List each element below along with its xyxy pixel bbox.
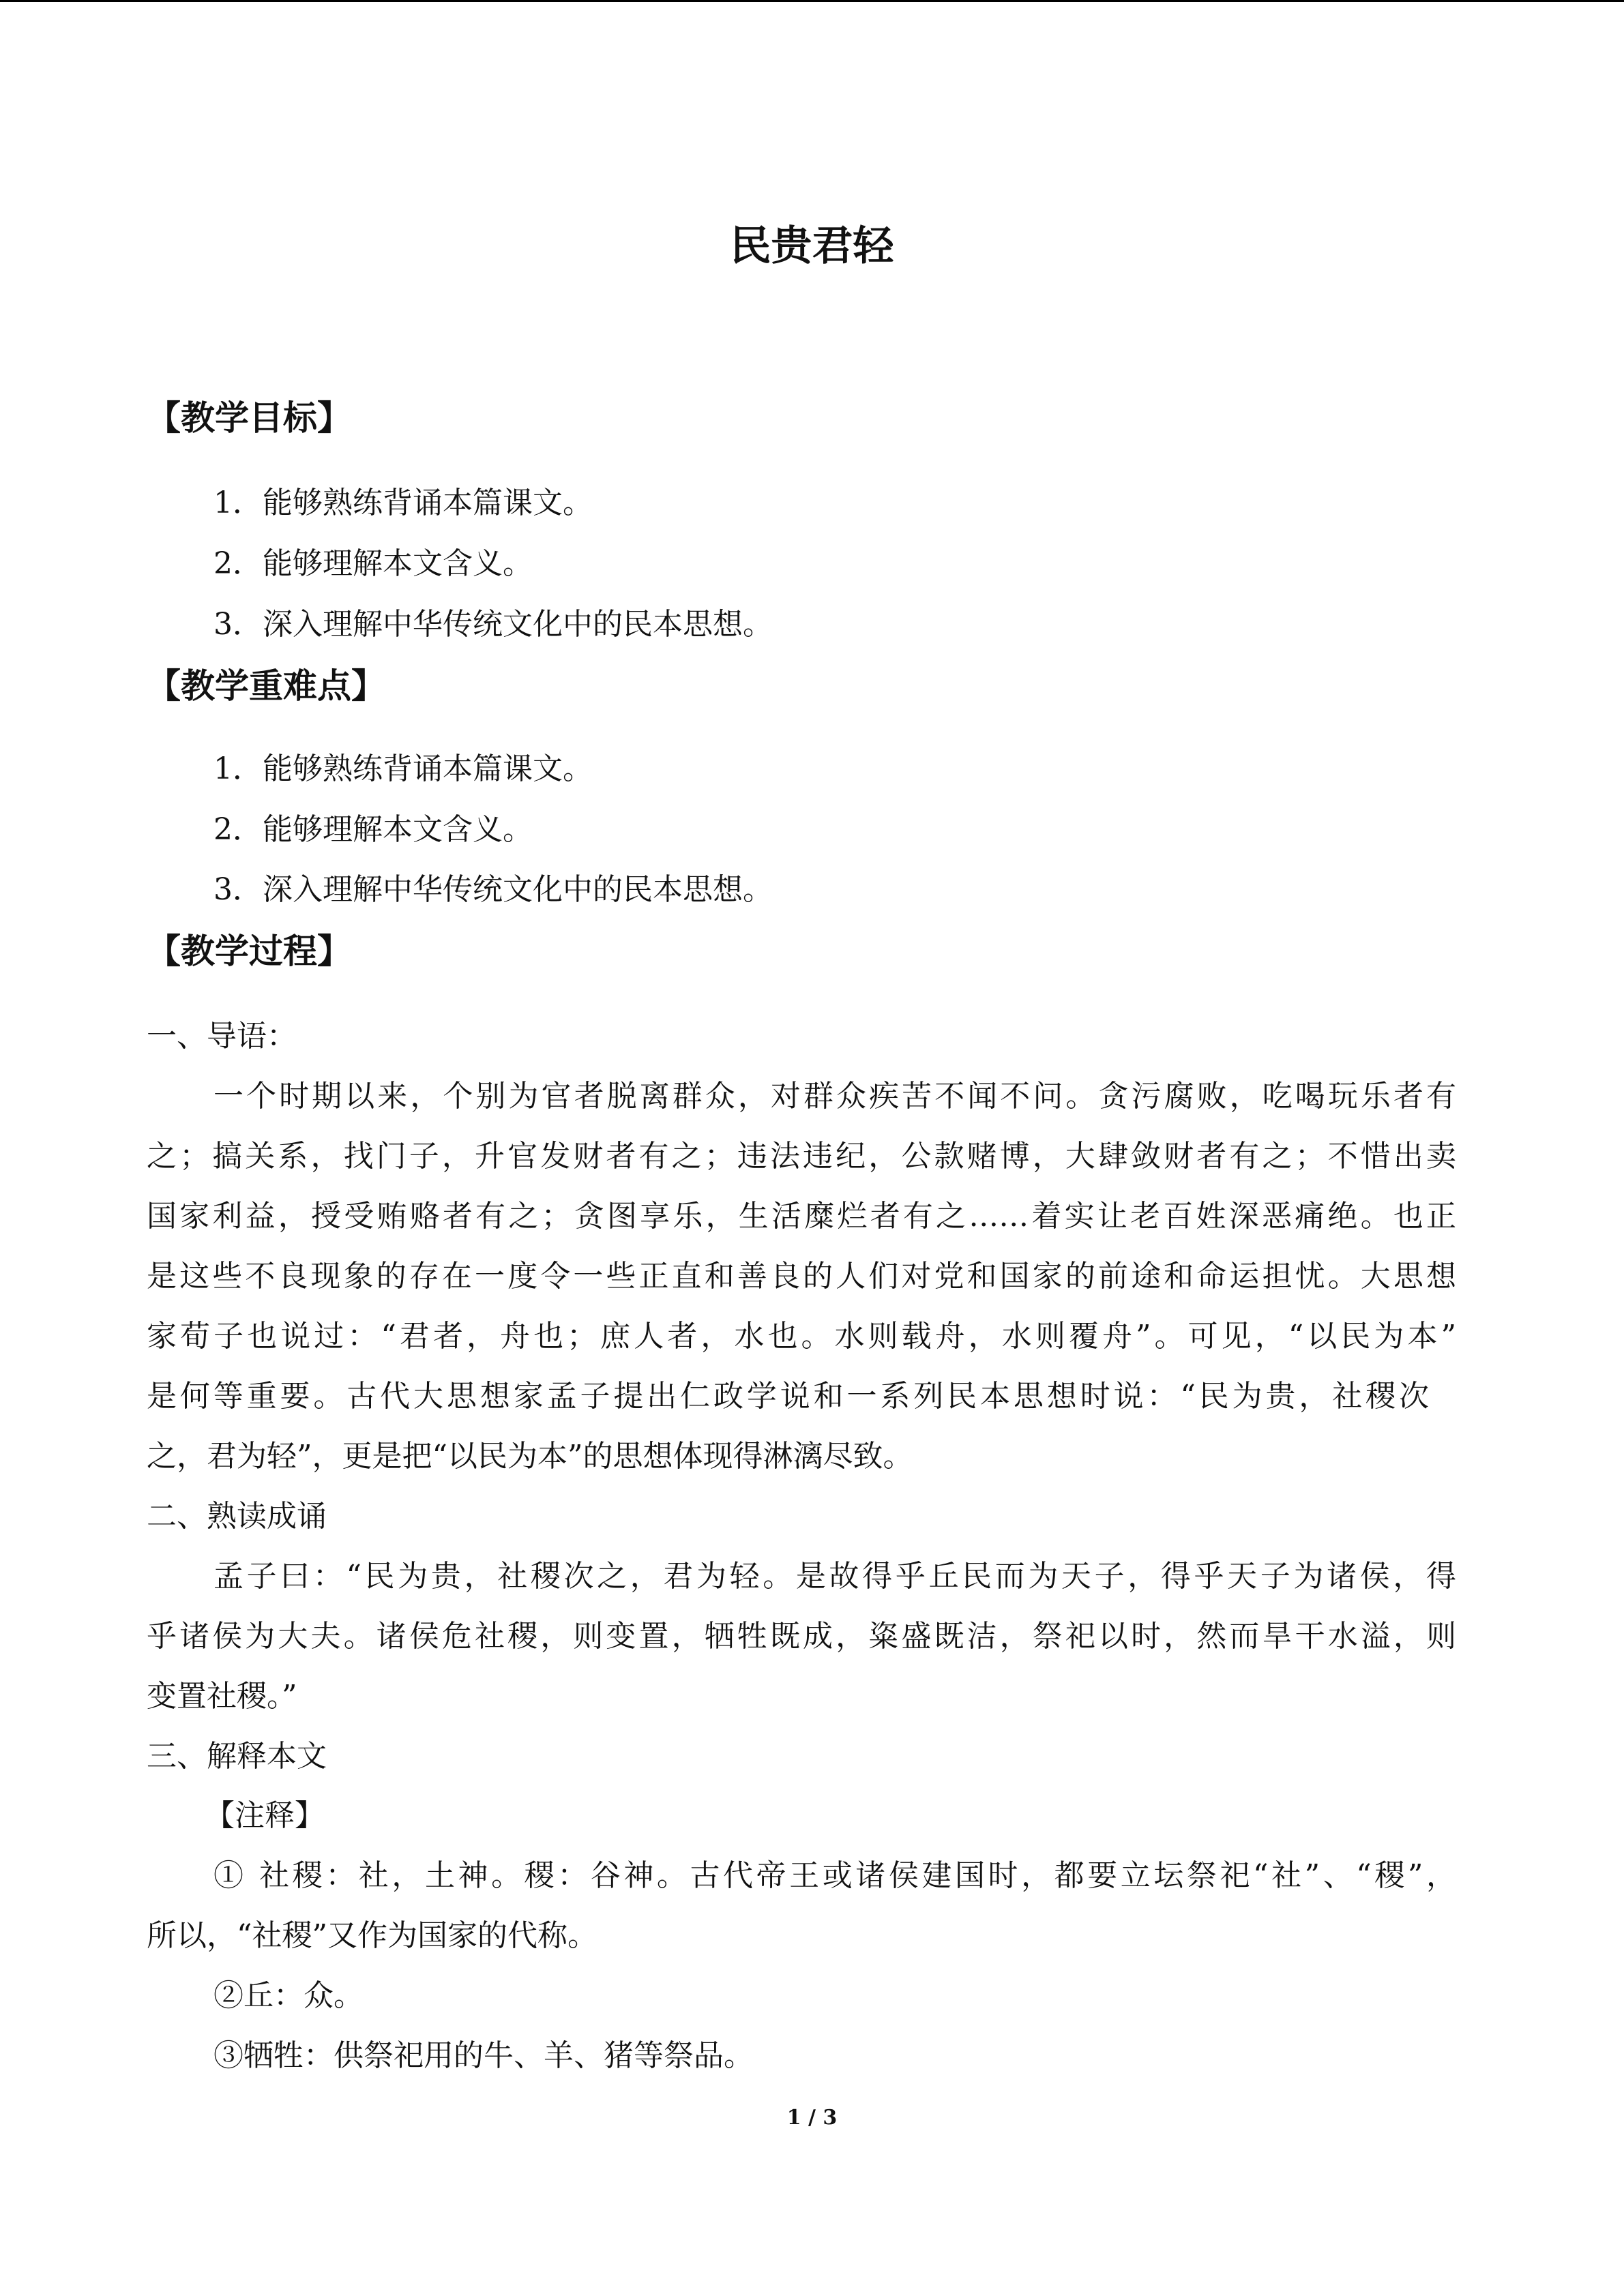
list-item: 3．深入理解中华传统文化中的民本思想。 [213, 607, 773, 642]
page-number: 1 / 3 [786, 2106, 838, 2130]
paragraph-line: 之；搞关系，找门子，升官发财者有之；违法违纪，公款赌博，大肆敛财者有之；不惜出卖 [147, 1139, 1456, 1174]
list-item: 2．能够理解本文含义。 [213, 812, 533, 847]
notes-heading: 【注释】 [205, 1798, 325, 1833]
note-line: ③牺牲：供祭祀用的牛、羊、猪等祭品。 [213, 2038, 754, 2073]
paragraph-line: 一个时期以来，个别为官者脱离群众，对群众疾苦不闻不问。贪污腐败，吃喝玩乐者有 [213, 1079, 1456, 1114]
paragraph-line: 是何等重要。古代大思想家孟子提出仁政学说和一系列民本思想时说：“民为贵，社稷次 [147, 1379, 1429, 1414]
paragraph-line: 之，君为轻”，更是把“以民为本”的思想体现得淋漓尽致。 [147, 1439, 913, 1474]
subsection-heading-reading: 二、熟读成诵 [147, 1499, 327, 1534]
list-item: 1．能够熟练背诵本篇课文。 [213, 751, 593, 786]
list-item: 2．能够理解本文含义。 [213, 546, 533, 581]
list-item: 3．深入理解中华传统文化中的民本思想。 [213, 872, 773, 907]
subsection-heading-explain: 三、解释本文 [147, 1739, 327, 1774]
note-line: ① 社稷：社，土神。稷：谷神。古代帝王或诸侯建国时，都要立坛祭祀“社”、“稷”， [213, 1858, 1456, 1893]
subsection-heading-intro: 一、导语： [147, 1019, 297, 1054]
paragraph-line: 国家利益，授受贿赂者有之；贪图享乐，生活糜烂者有之……着实让老百姓深恶痛绝。也正 [147, 1199, 1456, 1234]
page-title: 民贵君轻 [730, 222, 894, 270]
section-heading-process: 【教学过程】 [147, 931, 351, 971]
note-line: ②丘：众。 [213, 1978, 364, 2013]
paragraph-line: 是这些不良现象的存在一度令一些正直和善良的人们对党和国家的前途和命运担忧。大思想 [147, 1259, 1456, 1294]
paragraph-line: 变置社稷。” [147, 1679, 297, 1714]
section-heading-key-points: 【教学重难点】 [147, 666, 385, 706]
paragraph-line: 家荀子也说过：“君者，舟也；庶人者，水也。水则载舟，水则覆舟”。可见，“以民为本” [147, 1319, 1456, 1354]
list-item: 1．能够熟练背诵本篇课文。 [213, 486, 593, 520]
paragraph-line: 乎诸侯为大夫。诸侯危社稷，则变置，牺牲既成，粢盛既洁，祭祀以时，然而旱干水溢，则 [147, 1619, 1456, 1654]
paragraph-line: 孟子曰：“民为贵，社稷次之，君为轻。是故得乎丘民而为天子，得乎天子为诸侯，得 [213, 1559, 1456, 1594]
section-heading-objectives: 【教学目标】 [147, 398, 351, 438]
note-line: 所以，“社稷”又作为国家的代称。 [147, 1918, 597, 1953]
